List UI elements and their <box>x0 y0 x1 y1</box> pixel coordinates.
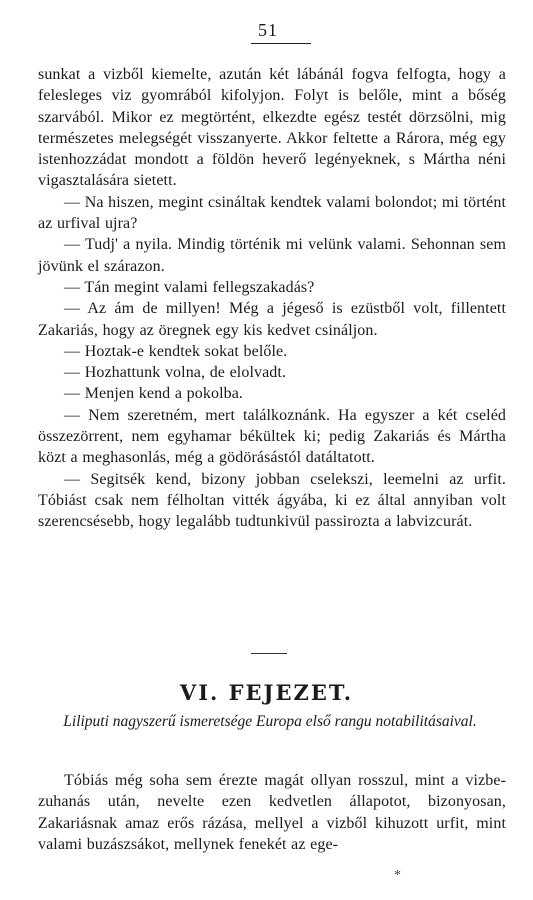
paragraph: Tóbiás még soha sem érezte magát ollyan rosszul, mint a vizbe-zuhanás után, nevelte ezen kedvetlen állapotot, bizonyosan, Zakariásnak amaz erős rázása, mellyel a vizből kihuzott urfit, mint valami buzászsákot, mellynek fenekét az ege- <box>38 772 506 853</box>
paragraph: — Hozhattunk volna, de elolvadt. <box>64 364 287 382</box>
paragraph: — Menjen kend a pokolba. <box>64 385 244 403</box>
paragraph: sunkat a vizből kiemelte, azután két lábánál fogva felfogta, hogy a felesleges viz gyomrából kifolyjon. Folyt is belőle, mint a bőség szarvából. Mikor ez megtörtént, elkezdte egész testét dörzsölni, mig természetes melegségét visszanyerte. Akkor feltette a Rárora, még egy istenhozzádat mondott a földön heverő legényeknek, s Mártha néni vigasztalására sietett. <box>38 66 506 190</box>
signature-mark: * <box>394 868 401 883</box>
paragraph: — Az ám de millyen! Még a jégeső is ezüstből volt, fillentett Zakariás, hogy az öregnek egy kis kedvet csináljon. <box>38 300 506 339</box>
paragraph: — Hoztak-e kendtek sokat belőle. <box>64 342 288 360</box>
paragraph: — Segitsék kend, bizony jobban cselekszi, leemelni az urfit. Tóbiást csak nem félholtan vitték ágyába, ki ez által annyiban volt szerencsésebb, hogy legalább tudtunkivül passirozta a labvizcurát. <box>38 470 506 531</box>
header-rule <box>251 43 311 44</box>
page-number: 51 <box>258 20 278 40</box>
chapter-heading: VI. FEJEZET. <box>179 680 354 705</box>
paragraph: — Tán megint valami fellegszakadás? <box>64 278 315 296</box>
chapter-body-text <box>38 770 506 855</box>
paragraph: — Nem szeretném, mert találkoznánk. Ha egyszer a két cseléd összezörrent, nem egyhamar békültek ki; pedig Zakariás és Mártha közt a meghasonlás, még a gödörásástól datáltatott. <box>38 406 506 467</box>
paragraph: — Na hiszen, megint csináltak kendtek valami bolondot; mi történt az urfival ujra? <box>38 193 507 233</box>
body-text <box>38 64 506 533</box>
paragraph: — Tudj' a nyila. Mindig történik mi velünk valami. Sehonnan sem jövünk el szárazon. <box>38 236 506 275</box>
section-divider <box>251 653 287 654</box>
chapter-subtitle: Liliputi nagyszerű ismeretsége Europa első rangu notabilitásaival. <box>63 713 477 730</box>
